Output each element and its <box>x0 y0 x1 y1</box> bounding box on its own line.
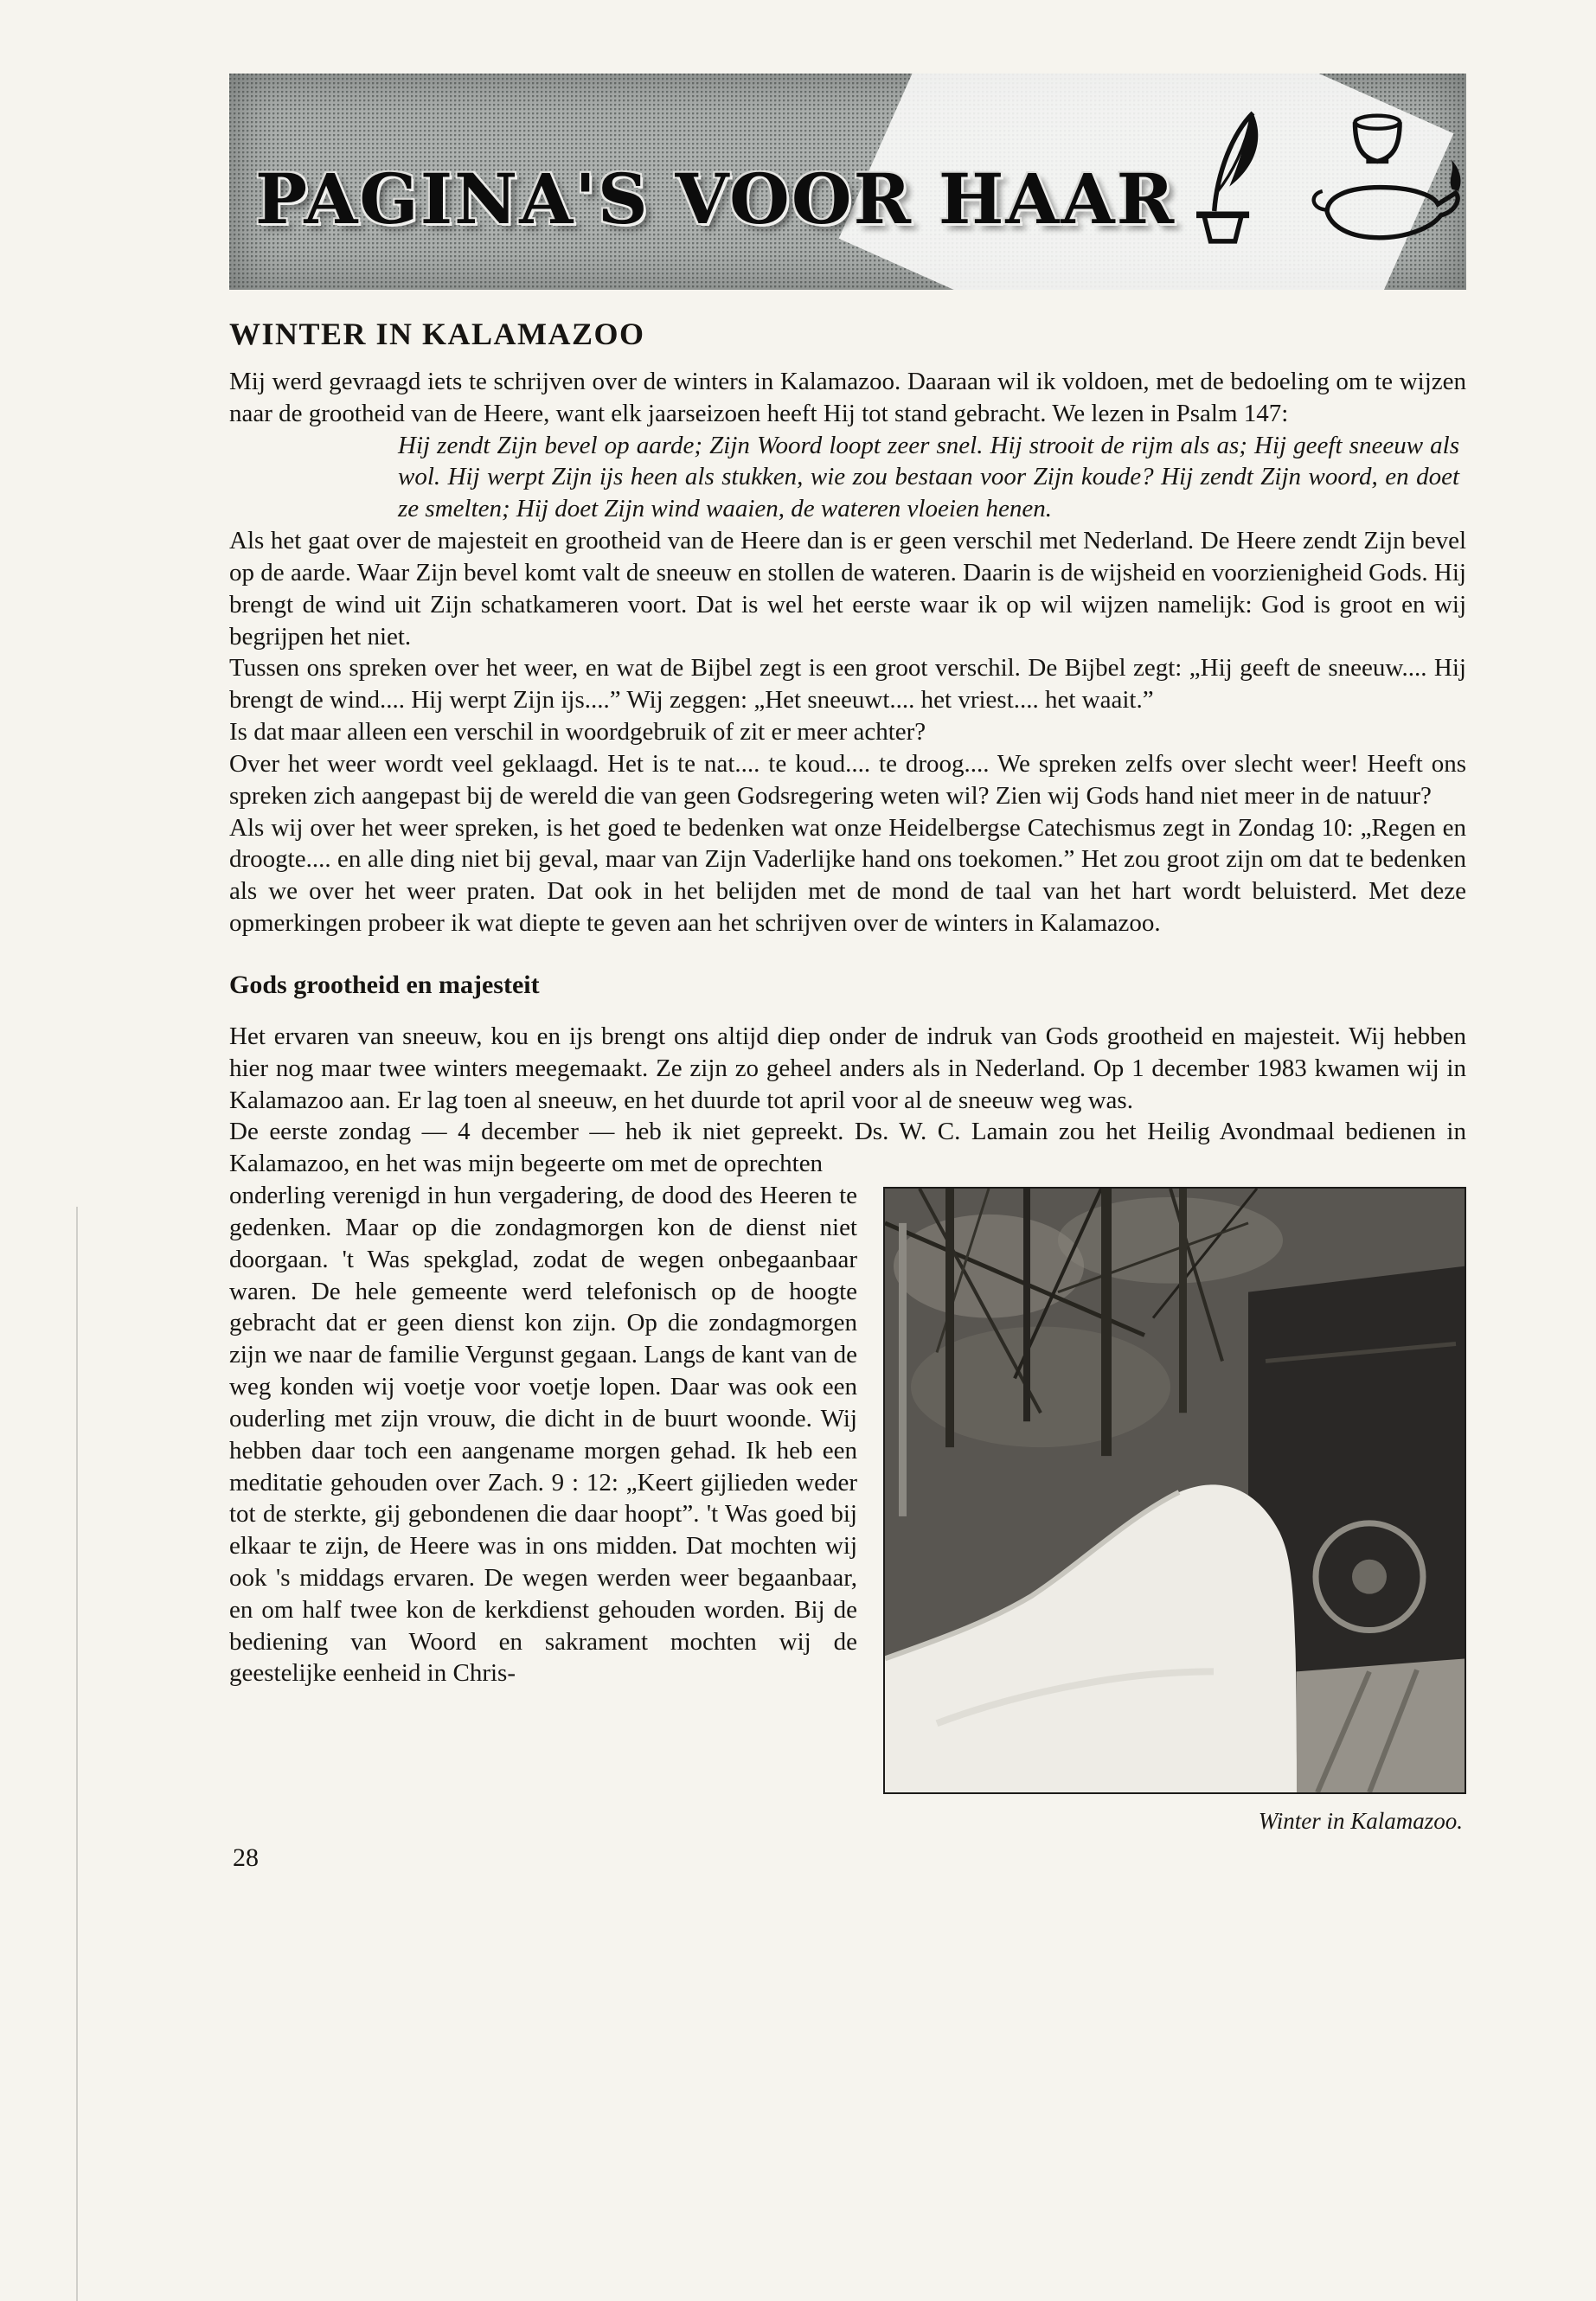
psalm-quote: Hij zendt Zijn bevel op aarde; Zijn Woord loopt zeer snel. Hij strooit de rijm als as; Hij geeft sneeuw als wol. Hij werpt Zijn ijs heen als stukken, wie zou bestaan voor Zijn koude? Hij zendt Zijn woord, en doet ze smelten; Hij doet Zijn wind waaien, de wateren vloeien henen. <box>398 431 1459 523</box>
article-paragraph: Als wij over het weer spreken, is het goed te bedenken wat onze Heidelbergse Catechismus zegt in Zondag 10: „Regen en droogte.... en alle ding niet bij geval, maar van Zijn Vaderlijke hand ons toekomen.” Het zou groot zijn om dat te bedenken als we over het weer praten. Dat ook in het belijden met de mond de taal van het hart wordt beluisterd. Met deze opmerkingen probeer ik wat diepte te geven aan het schrijven over de winters in Kalamazoo. <box>229 813 1466 938</box>
article-paragraph: Is dat maar alleen een verschil in woordgebruik of zit er meer achter? <box>229 718 926 747</box>
article-paragraph: Over het weer wordt veel geklaagd. Het is te nat.... te koud.... te droog.... We spreken zelfs over slecht weer! Heeft ons spreken zich aangepast bij de wereld die van geen Godsregering weten wil? Zien wij Gods hand niet meer in de natuur? <box>229 749 1466 810</box>
article-title: WINTER IN KALAMAZOO <box>229 317 645 351</box>
winter-photo <box>883 1187 1466 1794</box>
article-paragraph: Als het gaat over de majesteit en grootheid van de Heere dan is er geen verschil met Nederland. De Heere zendt Zijn bevel op de aarde. Waar Zijn bevel komt valt de sneeuw en stollen de wateren. Daarin is de wijsheid en voorzienigheid Gods. Hij brengt de wind uit Zijn schatkameren voort. Dat is wel het eerste waar ik op wil wijzen namelijk: God is groot en wij begrijpen het niet. <box>229 527 1466 651</box>
banner-title: PAGINA'S VOOR HAAR <box>255 158 1176 240</box>
section-heading: Gods grootheid en majesteit <box>229 970 540 999</box>
scan-fold-line <box>76 1207 78 2301</box>
photo-caption: Winter in Kalamazoo. <box>1258 1808 1463 1835</box>
winter-photo-scene <box>885 1189 1465 1792</box>
article-paragraph: Tussen ons spreken over het weer, en wat de Bijbel zegt is een groot verschil. De Bijbel zegt: „Hij geeft de sneeuw.... Hij brengt de wind.... Hij werpt Zijn ijs....” Wij zeggen: „Het sneeuwt.... het vriest.... het waait.” <box>229 654 1466 715</box>
section-paragraph: Het ervaren van sneeuw, kou en ijs brengt ons altijd diep onder de indruk van Gods grootheid en majesteit. Wij hebben hier nog maar twee winters meegemaakt. Ze zijn zo geheel anders als in Nederland. Op 1 december 1983 kwamen wij in Kalamazoo aan. Er lag toen al sneeuw, en het duurde tot april voor al de sneeuw weg was. <box>229 1022 1466 1114</box>
photo-figure <box>883 1187 1466 1835</box>
oil-lamp-icon <box>1292 107 1466 257</box>
quill-inkwell-icon <box>1176 107 1279 257</box>
photo-wrap-section <box>229 1180 1466 1835</box>
wrap-paragraph: onderling verenigd in hun vergadering, de dood des Heeren te gedenken. Maar op die zondagmorgen kon de dienst niet doorgaan. 't Was spekglad, zodat de wegen onbegaanbaar waren. De hele gemeente werd telefonisch op de hoogte gebracht dat er geen dienst kon zijn. Op die zondagmorgen zijn we naar de familie Vergunst gegaan. Langs de kant van de weg konden wij voetje voor voetje lopen. Daar was ook een ouderling met zijn vrouw, die dicht in de buurt woonde. Wij hebben daar toch een aangename morgen gehad. Ik heb een meditatie gehouden over Zach. 9 : 12: „Keert gijlieden weder tot de sterkte, gij gebondenen die daar hoopt”. 't Was goed bij elkaar te zijn, de Heere was in ons midden. Dat mochten wij ook 's middags ervaren. De wegen werden weer begaanbaar, en om half twee kon de kerkdienst gehouden worden. Bij de bediening van Woord en sakrament mochten wij de geestelijke eenheid in Chris- <box>229 1182 857 1688</box>
section-paragraph: De eerste zondag — 4 december — heb ik niet gepreekt. Ds. W. C. Lamain zou het Heilig Avondmaal bedienen in Kalamazoo, en het was mijn begeerte om met de oprechten <box>229 1118 1466 1178</box>
banner-icons <box>1176 107 1466 257</box>
page-header-banner <box>229 74 1466 290</box>
page-number: 28 <box>233 1843 259 1873</box>
intro-paragraph: Mij werd gevraagd iets te schrijven over de winters in Kalamazoo. Daaraan wil ik voldoen, met de bedoeling om te wijzen naar de grootheid van de Heere, want elk jaarseizoen heeft Hij tot stand gebracht. We lezen in Psalm 147: <box>229 368 1466 427</box>
